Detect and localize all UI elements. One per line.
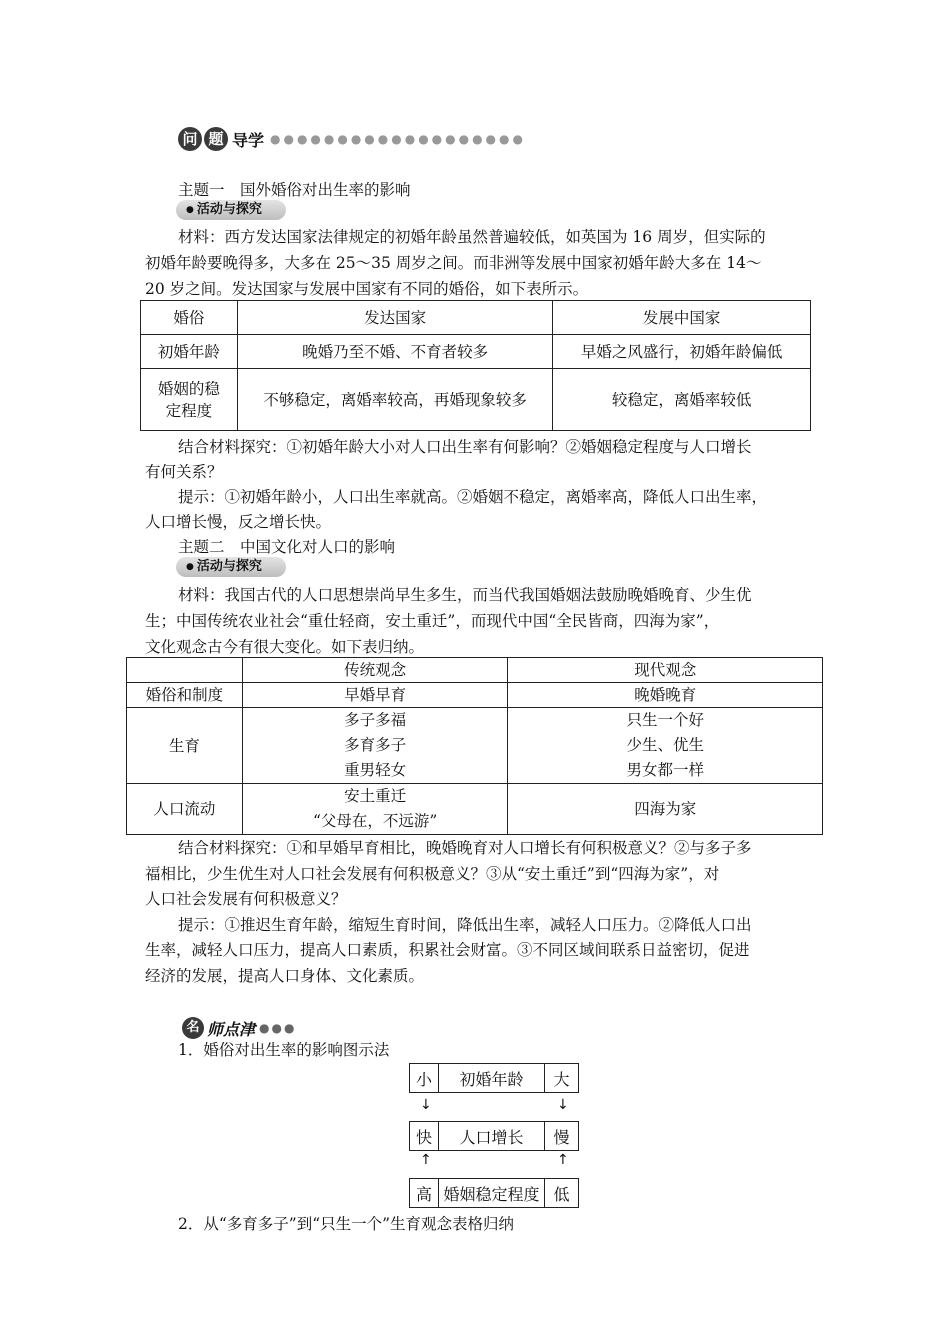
table-row: [127, 708, 823, 784]
table-cell: 安土重迁 “父母在，不远游”: [242, 784, 508, 835]
table-cell: 早婚早育: [242, 683, 508, 708]
topic1-material-line-1: 材料：西方发达国家法律规定的初婚年龄虽然普遍较低，如英国为 16 周岁，但实际的: [178, 228, 766, 246]
diagram-right-label: 低: [544, 1179, 578, 1207]
topic2-material-line-2: 生；中国传统农业社会“重仕轻商，安土重迁”，而现代中国“全民皆商，四海为家”，: [145, 612, 720, 630]
topic2-material-line-3: 文化观念古今有很大变化。如下表归纳。: [145, 638, 425, 656]
table-cell: 人口流动: [127, 784, 243, 835]
table-cell: 生育: [127, 708, 243, 784]
diagram-center-label: 人口增长: [438, 1122, 544, 1150]
heading-char-1: 问: [178, 127, 202, 151]
arrow-down-icon: ↓: [420, 1097, 432, 1113]
diagram-right-label: 慢: [544, 1122, 578, 1150]
topic2-material-line-1: 材料：我国古代的人口思想崇尚早生多生，而当代我国婚姻法鼓励晚婚晚育、少生优: [178, 586, 752, 604]
topic1-hint-line-1: 提示：①初婚年龄小，人口出生率就高。②婚姻不稳定，离婚率高，降低人口出生率，: [178, 488, 768, 506]
diagram-left-label: 高: [415, 1184, 432, 1204]
topic1-material-line-2: 初婚年龄要晚得多，大多在 25～35 周岁之间。而非洲等发展中国家初婚年龄大多在 14～: [145, 254, 762, 272]
table-cell: 四海为家: [508, 784, 823, 835]
topic2-table: [126, 657, 823, 835]
mingshi-heading: [182, 1015, 296, 1041]
table-cell: 多子多福 多育多子 重男轻女: [242, 708, 508, 784]
point1-text: 1．婚俗对出生率的影响图示法: [178, 1041, 390, 1059]
mingshi-rest: 师点津: [207, 1019, 256, 1039]
diagram-center-label: 初婚年龄: [438, 1064, 544, 1092]
topic2-question-line-2: 福相比，少生优生对人口社会发展有何积极意义？③从“安土重迁”到“四海为家”，对: [145, 865, 720, 883]
diagram-right-label: 大: [544, 1064, 578, 1092]
mingshi-dots-decoration: ●●●: [259, 1021, 297, 1035]
topic2-hint-line-2: 生率，减轻人口压力，提高人口素质，积累社会财富。③不同区域间联系日益密切，促进: [145, 941, 750, 959]
table-header-cell: 婚俗: [141, 301, 238, 335]
table-row: [127, 683, 823, 708]
table-cell: 不够稳定，离婚率较高，再婚现象较多: [237, 369, 553, 431]
topic2-hint-line-3: 经济的发展，提高人口身体、文化素质。: [145, 967, 425, 985]
heading-rest: 导学: [232, 130, 265, 150]
table-cell: 晚婚乃至不婚、不育者较多: [237, 335, 553, 369]
arrow-up-icon: ↑: [420, 1152, 432, 1168]
point2-text: 2．从“多育多子”到“只生一个”生育观念表格归纳: [178, 1215, 515, 1233]
diagram-left-label: 小: [415, 1069, 432, 1089]
table-cell: 只生一个好 少生、优生 男女都一样: [508, 708, 823, 784]
table-row: [127, 658, 823, 683]
arrow-down-icon: ↓: [557, 1097, 569, 1113]
topic1-hint-line-2: 人口增长慢，反之增长快。: [145, 513, 332, 531]
table-row: [141, 335, 811, 369]
table-cell: 婚姻的稳 定程度: [141, 369, 238, 431]
activity-badge-1: ● 活动与探究: [176, 200, 286, 220]
activity-badge-2: ● 活动与探究: [176, 557, 286, 577]
table-row: [141, 369, 811, 431]
table-header-cell: 发展中国家: [553, 301, 811, 335]
section-heading: [178, 126, 526, 152]
topic1-question-line-2: 有何关系？: [145, 463, 223, 481]
table-header-cell: 现代观念: [508, 658, 823, 683]
table-header-cell: [127, 658, 243, 683]
table-cell: 晚婚晚育: [508, 683, 823, 708]
topic2-question-line-1: 结合材料探究：①和早婚早育相比，晚婚晚育对人口增长有何积极意义？②与多子多: [178, 839, 752, 857]
topic1-title: 主题一 国外婚俗对出生率的影响: [178, 181, 411, 199]
topic2-title: 主题二 中国文化对人口的影响: [178, 538, 396, 556]
table-cell: 婚俗和制度: [127, 683, 243, 708]
table-cell: 较稳定，离婚率较低: [553, 369, 811, 431]
diagram-center-label: 婚姻稳定程度: [438, 1179, 544, 1207]
mingshi-char: 名: [182, 1017, 204, 1039]
heading-dots-decoration: ●●●●●●●●●●●●●●●●●●●: [270, 132, 526, 146]
diagram-box-marriage-stability: [409, 1178, 579, 1208]
arrow-up-icon: ↑: [557, 1152, 569, 1168]
topic2-question-line-3: 人口社会发展有何积极意义？: [145, 890, 347, 908]
topic1-material-line-3: 20 岁之间。发达国家与发展中国家有不同的婚俗，如下表所示。: [145, 280, 589, 298]
heading-char-2: 题: [204, 127, 228, 151]
diagram-left-label: 快: [415, 1127, 432, 1147]
table-cell: 初婚年龄: [141, 335, 238, 369]
topic2-hint-line-1: 提示：①推迟生育年龄，缩短生育时间，降低出生率，减轻人口压力。②降低人口出: [178, 916, 752, 934]
table-cell: 早婚之风盛行，初婚年龄偏低: [553, 335, 811, 369]
topic1-table: [140, 300, 811, 431]
table-header-cell: 发达国家: [237, 301, 553, 335]
diagram-box-marriage-age: [409, 1063, 579, 1093]
diagram-box-population-growth: [409, 1121, 579, 1151]
table-row: [141, 301, 811, 335]
table-header-cell: 传统观念: [242, 658, 508, 683]
topic1-question-line-1: 结合材料探究：①初婚年龄大小对人口出生率有何影响？②婚姻稳定程度与人口增长: [178, 438, 752, 456]
table-row: [127, 784, 823, 835]
